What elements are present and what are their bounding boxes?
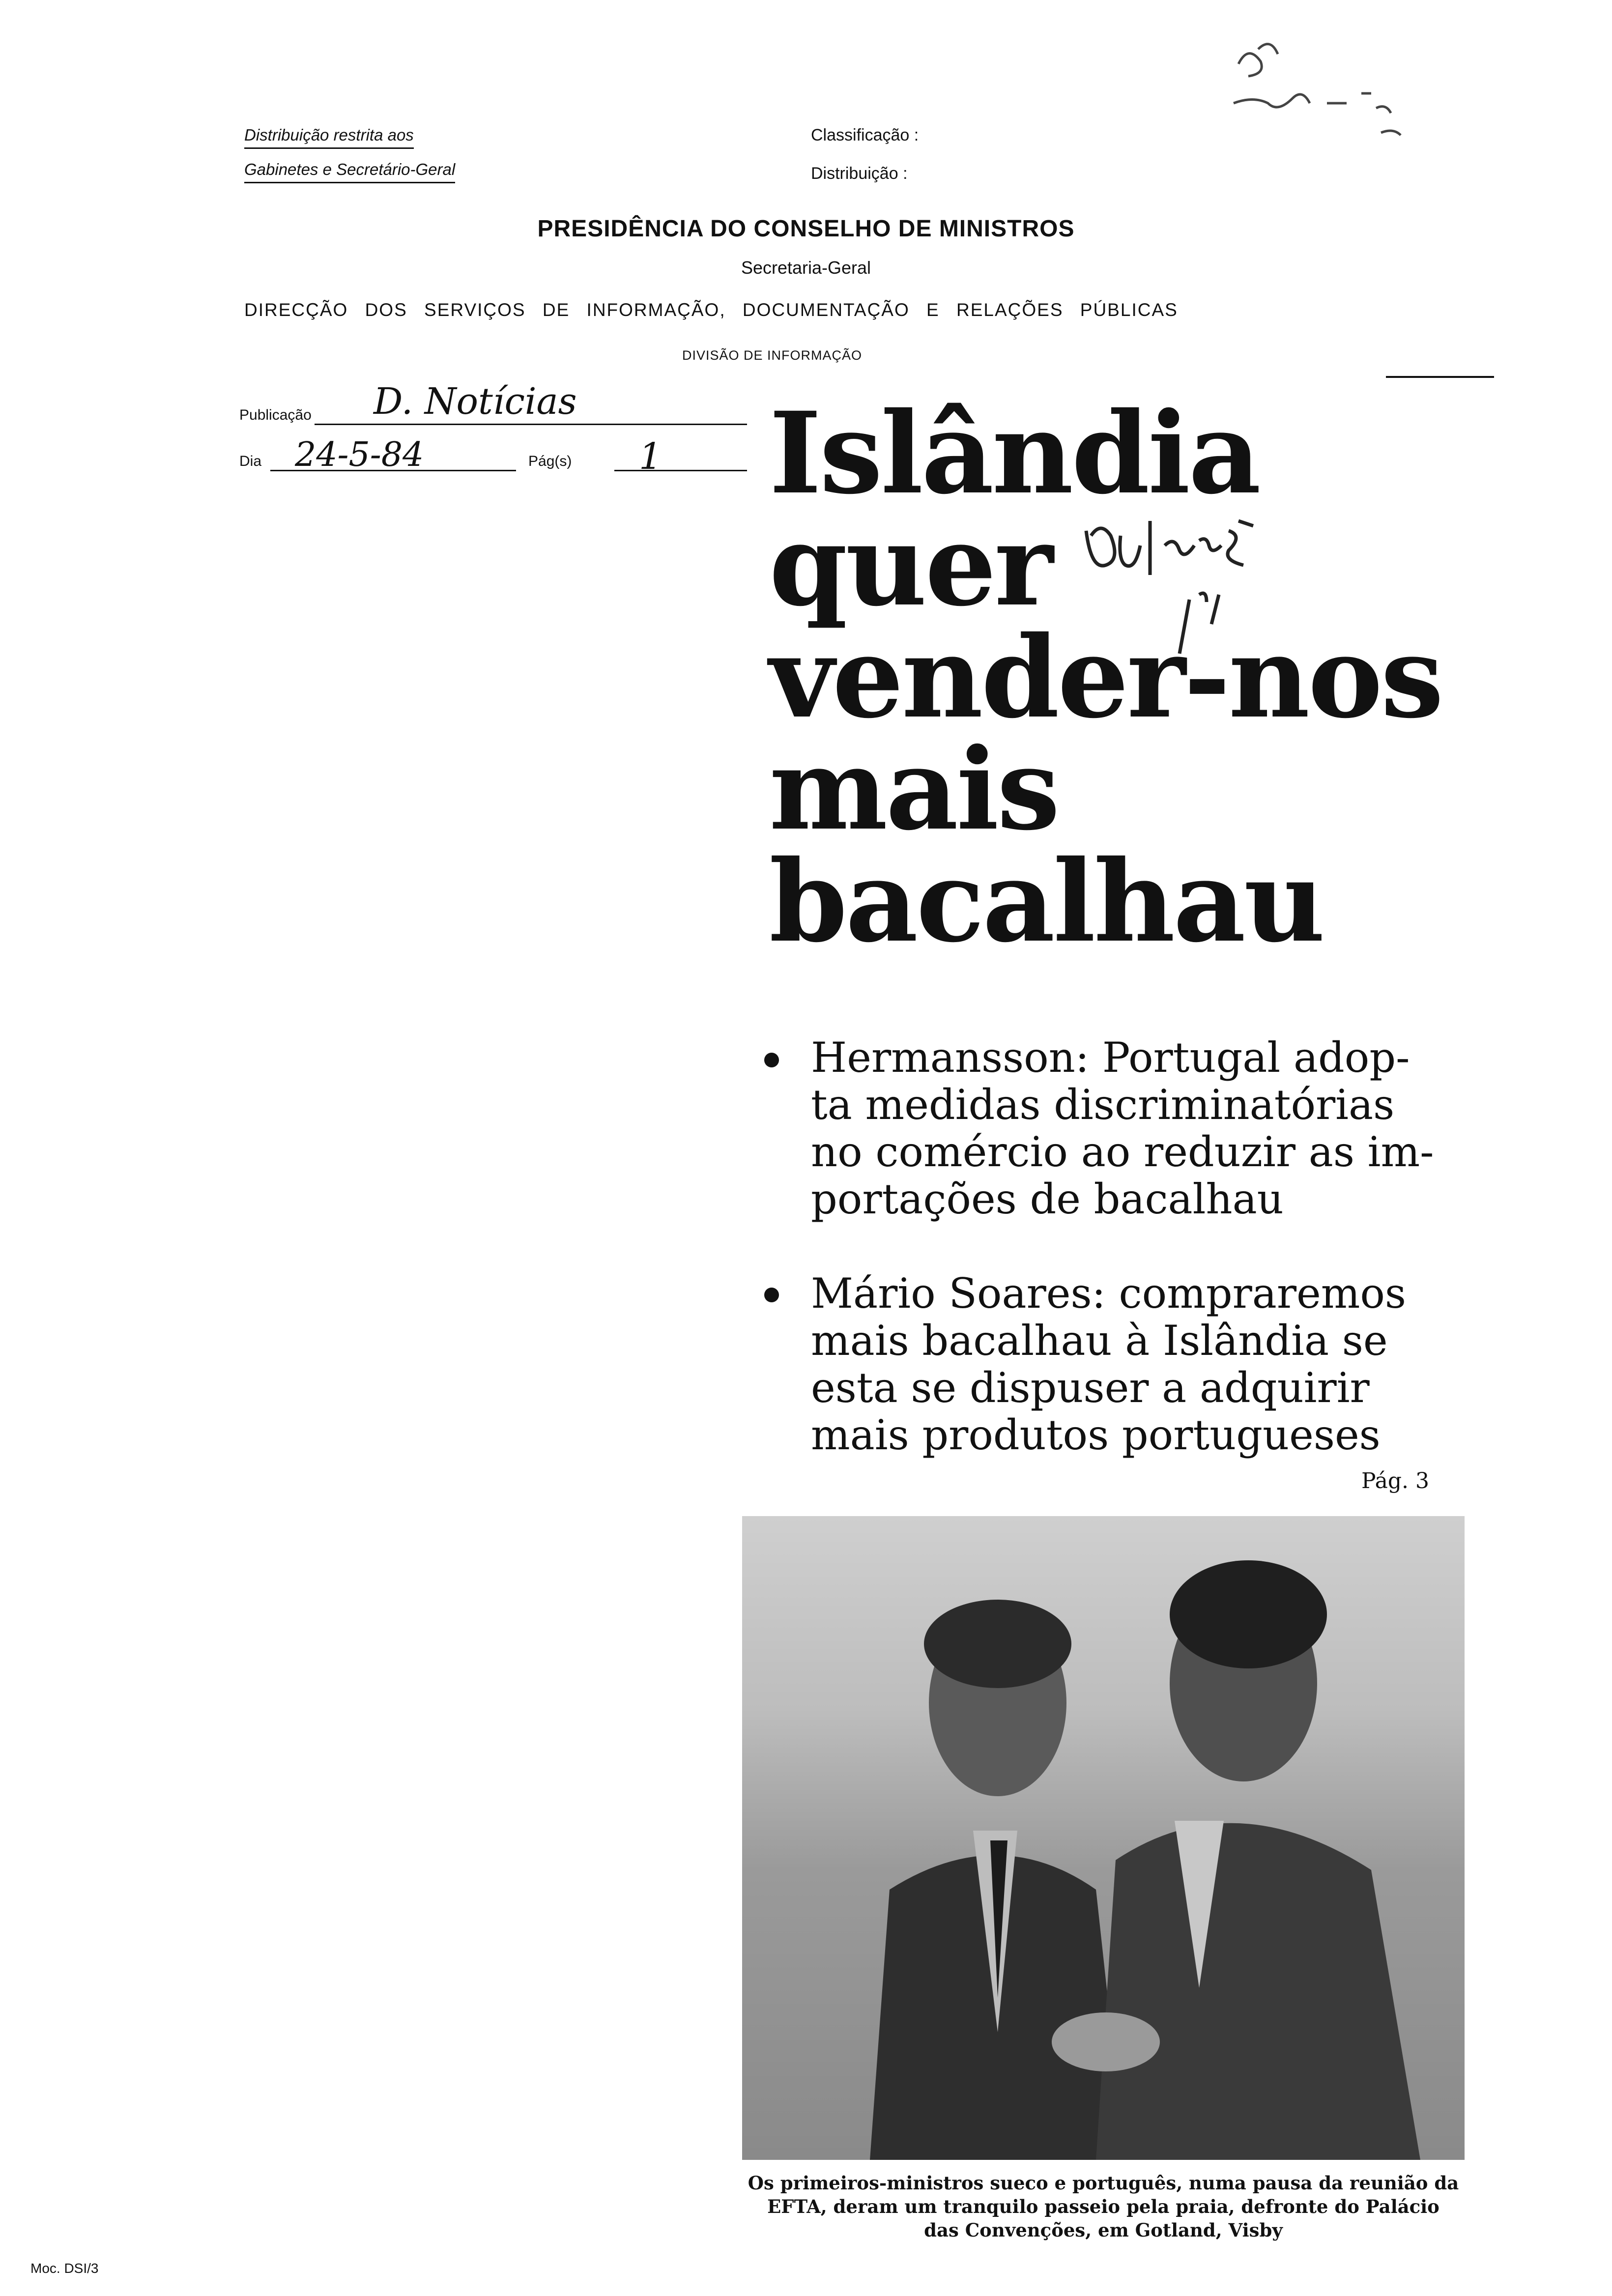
pags-rule [614,470,747,471]
pags-label: Pág(s) [528,453,572,469]
headline-line: quer [769,499,1052,631]
publicacao-value: D. Notícias [374,380,577,423]
bullet-line: Mário Soares: compraremos [811,1269,1407,1318]
secretaria-geral: Secretaria-Geral [741,258,871,278]
publicacao-label: Publicação [239,407,312,423]
distribution-label: Distribuição : [811,164,908,183]
headline-line: bacalhau [769,835,1324,967]
photo-figures [742,1516,1465,2160]
news-photo [742,1516,1465,2160]
publicacao-rule [315,424,747,425]
headline [769,387,1506,967]
distribution-notice-line1: Distribuição restrita aos [244,126,414,149]
dia-value: 24-5-84 [295,435,424,474]
bullet-dot [764,1053,779,1067]
dia-label: Dia [239,453,262,469]
pags-value: 1 [639,435,662,478]
page-reference: Pág. 3 [1361,1468,1429,1493]
bullet-mario-soares [811,1270,1469,1459]
presidencia-heading: PRESIDÊNCIA DO CONSELHO DE MINISTROS [537,216,1075,242]
bullet-line: esta se dispuser a adquirir [811,1364,1370,1412]
bullet-line: mais produtos portugueses [811,1411,1381,1459]
photo-caption [737,2171,1469,2242]
bullet-dot [764,1288,779,1302]
headline-line: Islândia [769,387,1259,519]
caption-line: das Convenções, em Gotland, Visby [924,2219,1283,2241]
bullet-line: portações de bacalhau [811,1175,1284,1223]
caption-line: EFTA, deram um tranquilo passeio pela praia, defronte do Palácio [767,2196,1439,2217]
bullet-line: no comércio ao reduzir as im- [811,1128,1434,1176]
headline-line: mais [769,723,1058,855]
clipping-edge-rule [1386,376,1494,378]
form-model-reference: Moc. DSI/3 [30,2261,99,2276]
bullet-line: ta medidas discriminatórias [811,1081,1395,1129]
handwritten-annotation [1076,511,1361,668]
distribution-notice-line2: Gabinetes e Secretário-Geral [244,160,455,183]
classification-label: Classificação : [811,126,919,144]
caption-line: Os primeiros-ministros sueco e português, numa pausa da reunião da [748,2172,1459,2194]
headline-line: vender-nos [769,611,1442,743]
divisao-informacao: DIVISÃO DE INFORMAÇÃO [682,348,863,363]
handwritten-initials-mark [1219,34,1425,162]
direccao-servicos: DIRECÇÃO DOS SERVIÇOS DE INFORMAÇÃO, DOCUMENTAÇÃO E RELAÇÕES PÚBLICAS [244,300,1178,320]
bullet-line: Hermansson: Portugal adop- [811,1033,1410,1082]
bullet-hermansson [811,1034,1469,1223]
bullet-line: mais bacalhau à Islândia se [811,1317,1388,1365]
